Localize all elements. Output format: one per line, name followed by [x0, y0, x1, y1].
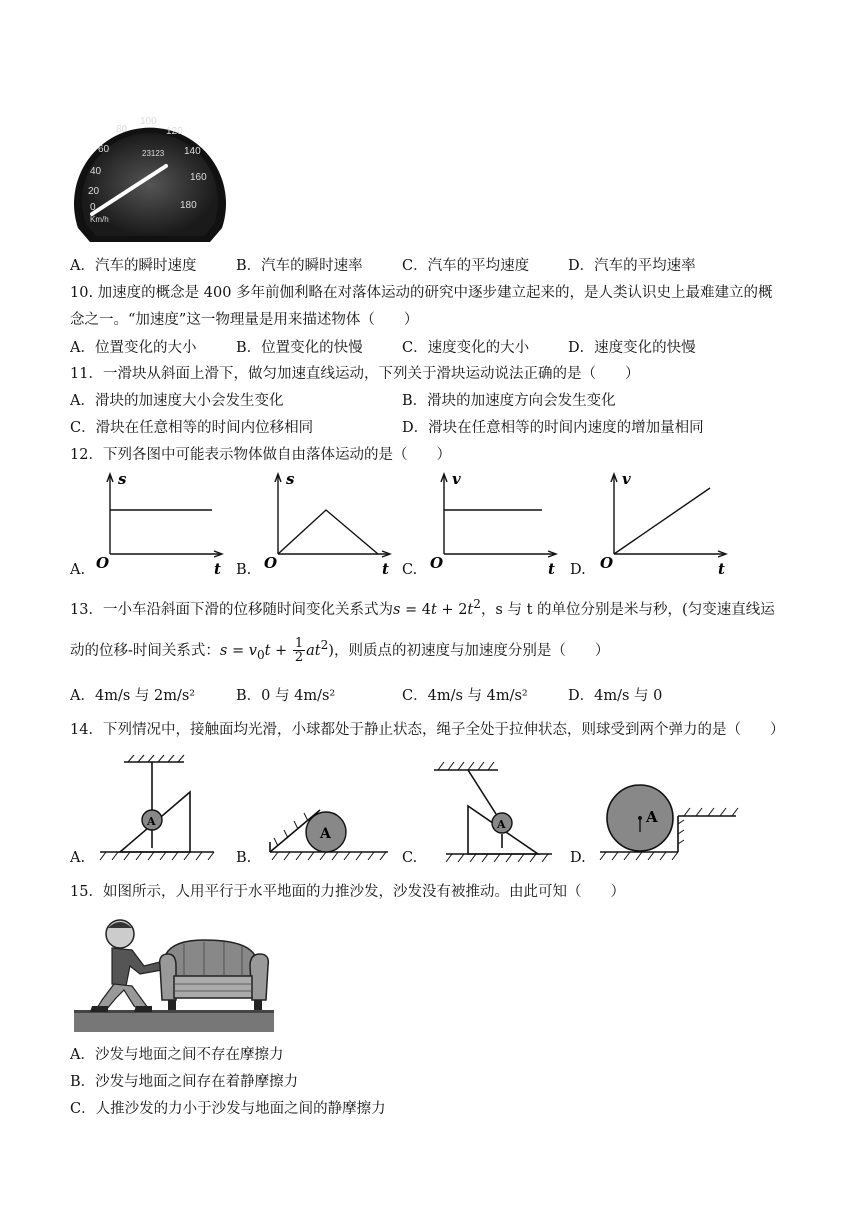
- q14-option-a[interactable]: A.: [70, 850, 86, 866]
- q9-option-d[interactable]: D．汽车的平均速率: [568, 258, 696, 274]
- q12-option-d[interactable]: D.: [570, 562, 586, 578]
- q13-stem-line2: [70, 630, 609, 670]
- q10-option-a[interactable]: A．位置变化的大小: [70, 340, 197, 356]
- q12c-xlabel: t: [548, 560, 555, 576]
- q12b-origin: O: [264, 554, 278, 572]
- q12a-xlabel: t: [214, 560, 221, 576]
- speed-tick: 0: [90, 202, 96, 213]
- q13-option-c[interactable]: C．4m/s 与 4m/s²: [402, 688, 528, 704]
- q14d-ball-label: A: [646, 808, 658, 826]
- q15-stem: 15．如图所示，人用平行于水平地面的力推沙发，沙发没有被推动。由此可知（ ）: [70, 884, 625, 900]
- q13-stem-line1: [70, 594, 775, 620]
- speed-tick: 140: [184, 146, 201, 157]
- speed-tick: 160: [190, 172, 207, 183]
- q14-figure-b: [258, 780, 394, 864]
- q9-option-b[interactable]: B．汽车的瞬时速率: [236, 258, 363, 274]
- q11-options-row2: [70, 418, 704, 438]
- q12-stem: 12．下列各图中可能表示物体做自由落体运动的是（ ）: [70, 447, 451, 463]
- q14-figure-d: [594, 780, 744, 864]
- q13-line2-post: )，则质点的初速度与加速度分别是（ ）: [328, 642, 610, 659]
- q12c-origin: O: [430, 554, 444, 572]
- q15-option-c[interactable]: C．人推沙发的力小于沙发与地面之间的静摩擦力: [70, 1101, 386, 1117]
- speed-tick: 20: [88, 186, 100, 197]
- q12-graph-a: [92, 470, 232, 576]
- q12a-origin: O: [96, 554, 110, 572]
- q10-stem-line2: 念之一。“加速度”这一物理量是用来描述物体（ ）: [70, 312, 419, 328]
- q12-graph-b: [260, 470, 400, 576]
- q14-option-b[interactable]: B.: [236, 850, 252, 866]
- q12-graph-c: [426, 470, 566, 576]
- speedometer-figure: [72, 110, 228, 244]
- q11-option-d[interactable]: D．滑块在任意相等的时间内速度的增加量相同: [402, 420, 704, 436]
- speed-tick: 60: [98, 144, 110, 155]
- q11-option-b[interactable]: B．滑块的加速度方向会发生变化: [402, 393, 616, 409]
- q10-option-b[interactable]: B．位置变化的快慢: [236, 340, 363, 356]
- q14-figure-a: [94, 752, 224, 864]
- speed-tick: 80: [116, 124, 128, 135]
- q15-option-b[interactable]: B．沙发与地面之间存在着静摩擦力: [70, 1074, 299, 1090]
- q13-option-d[interactable]: D．4m/s 与 0: [568, 688, 663, 704]
- q14-stem: 14．下列情况中，接触面均光滑，小球都处于静止状态，绳子全处于拉伸状态，则球受到两个弹力的是（ ）: [70, 722, 785, 738]
- q13-kinematics-formula: $s = v_0t$ + $\frac{1}{2}$ $at^2$: [219, 636, 329, 666]
- q12b-xlabel: t: [382, 560, 389, 576]
- q10-option-d[interactable]: D．速度变化的快慢: [568, 340, 696, 356]
- q13-option-b[interactable]: B．0 与 4m/s²: [236, 688, 336, 704]
- q13-stem-post: ，s 与 t 的单位分别是米与秒，(匀变速直线运: [480, 601, 775, 618]
- speed-tick: 120: [166, 126, 183, 137]
- q12c-ylabel: v: [452, 470, 461, 488]
- q12b-ylabel: s: [286, 470, 295, 488]
- q10-options: [70, 338, 696, 358]
- q14-option-d[interactable]: D.: [570, 850, 586, 866]
- q10-option-c[interactable]: C．速度变化的大小: [402, 340, 530, 356]
- q13-option-a[interactable]: A．4m/s 与 2m/s²: [70, 688, 196, 704]
- q14c-ball-label: A: [497, 818, 506, 831]
- q15-option-a[interactable]: A．沙发与地面之间不存在摩擦力: [70, 1047, 284, 1063]
- q14a-ball-label: A: [147, 815, 156, 828]
- q12d-ylabel: v: [622, 470, 631, 488]
- q12d-origin: O: [600, 554, 614, 572]
- speed-tick: 100: [140, 116, 157, 127]
- q9-option-a[interactable]: A．汽车的瞬时速度: [70, 258, 197, 274]
- q11-stem: 11．一滑块从斜面上滑下，做匀加速直线运动，下列关于滑块运动说法正确的是（ ）: [70, 366, 640, 382]
- speed-unit: Km/h: [90, 215, 109, 224]
- q12-option-c[interactable]: C.: [402, 562, 418, 578]
- odometer: 23123: [142, 149, 165, 158]
- q14-figure-c: [428, 756, 558, 864]
- q10-stem-line1: 10. 加速度的概念是 400 多年前伽利略在对落体运动的研究中逐步建立起来的，是人类认识史上最难建立的概: [70, 285, 773, 301]
- q12-graph-d: [596, 470, 736, 576]
- q12a-ylabel: s: [118, 470, 127, 488]
- q13-stem-pre: 13．一小车沿斜面下滑的位移随时间变化关系式为: [70, 601, 393, 618]
- q14b-ball-label: A: [320, 826, 331, 842]
- q12-option-a[interactable]: A.: [70, 562, 86, 578]
- q11-option-c[interactable]: C．滑块在任意相等的时间内位移相同: [70, 420, 314, 436]
- speed-tick: 180: [180, 200, 197, 211]
- push-sofa-figure: [74, 914, 274, 1034]
- q11-options-row1: [70, 391, 616, 411]
- q13-line2-pre: 动的位移-时间关系式：: [70, 642, 220, 659]
- q12-option-b[interactable]: B.: [236, 562, 252, 578]
- q12d-xlabel: t: [718, 560, 725, 576]
- q13-formula: $s = 4t + 2t^2$: [392, 597, 481, 618]
- q9-option-c[interactable]: C．汽车的平均速度: [402, 258, 530, 274]
- q11-option-a[interactable]: A．滑块的加速度大小会发生变化: [70, 393, 284, 409]
- speed-tick: 40: [90, 166, 102, 177]
- q9-options: [70, 256, 696, 276]
- q13-options: [70, 686, 662, 706]
- q14-option-c[interactable]: C.: [402, 850, 418, 866]
